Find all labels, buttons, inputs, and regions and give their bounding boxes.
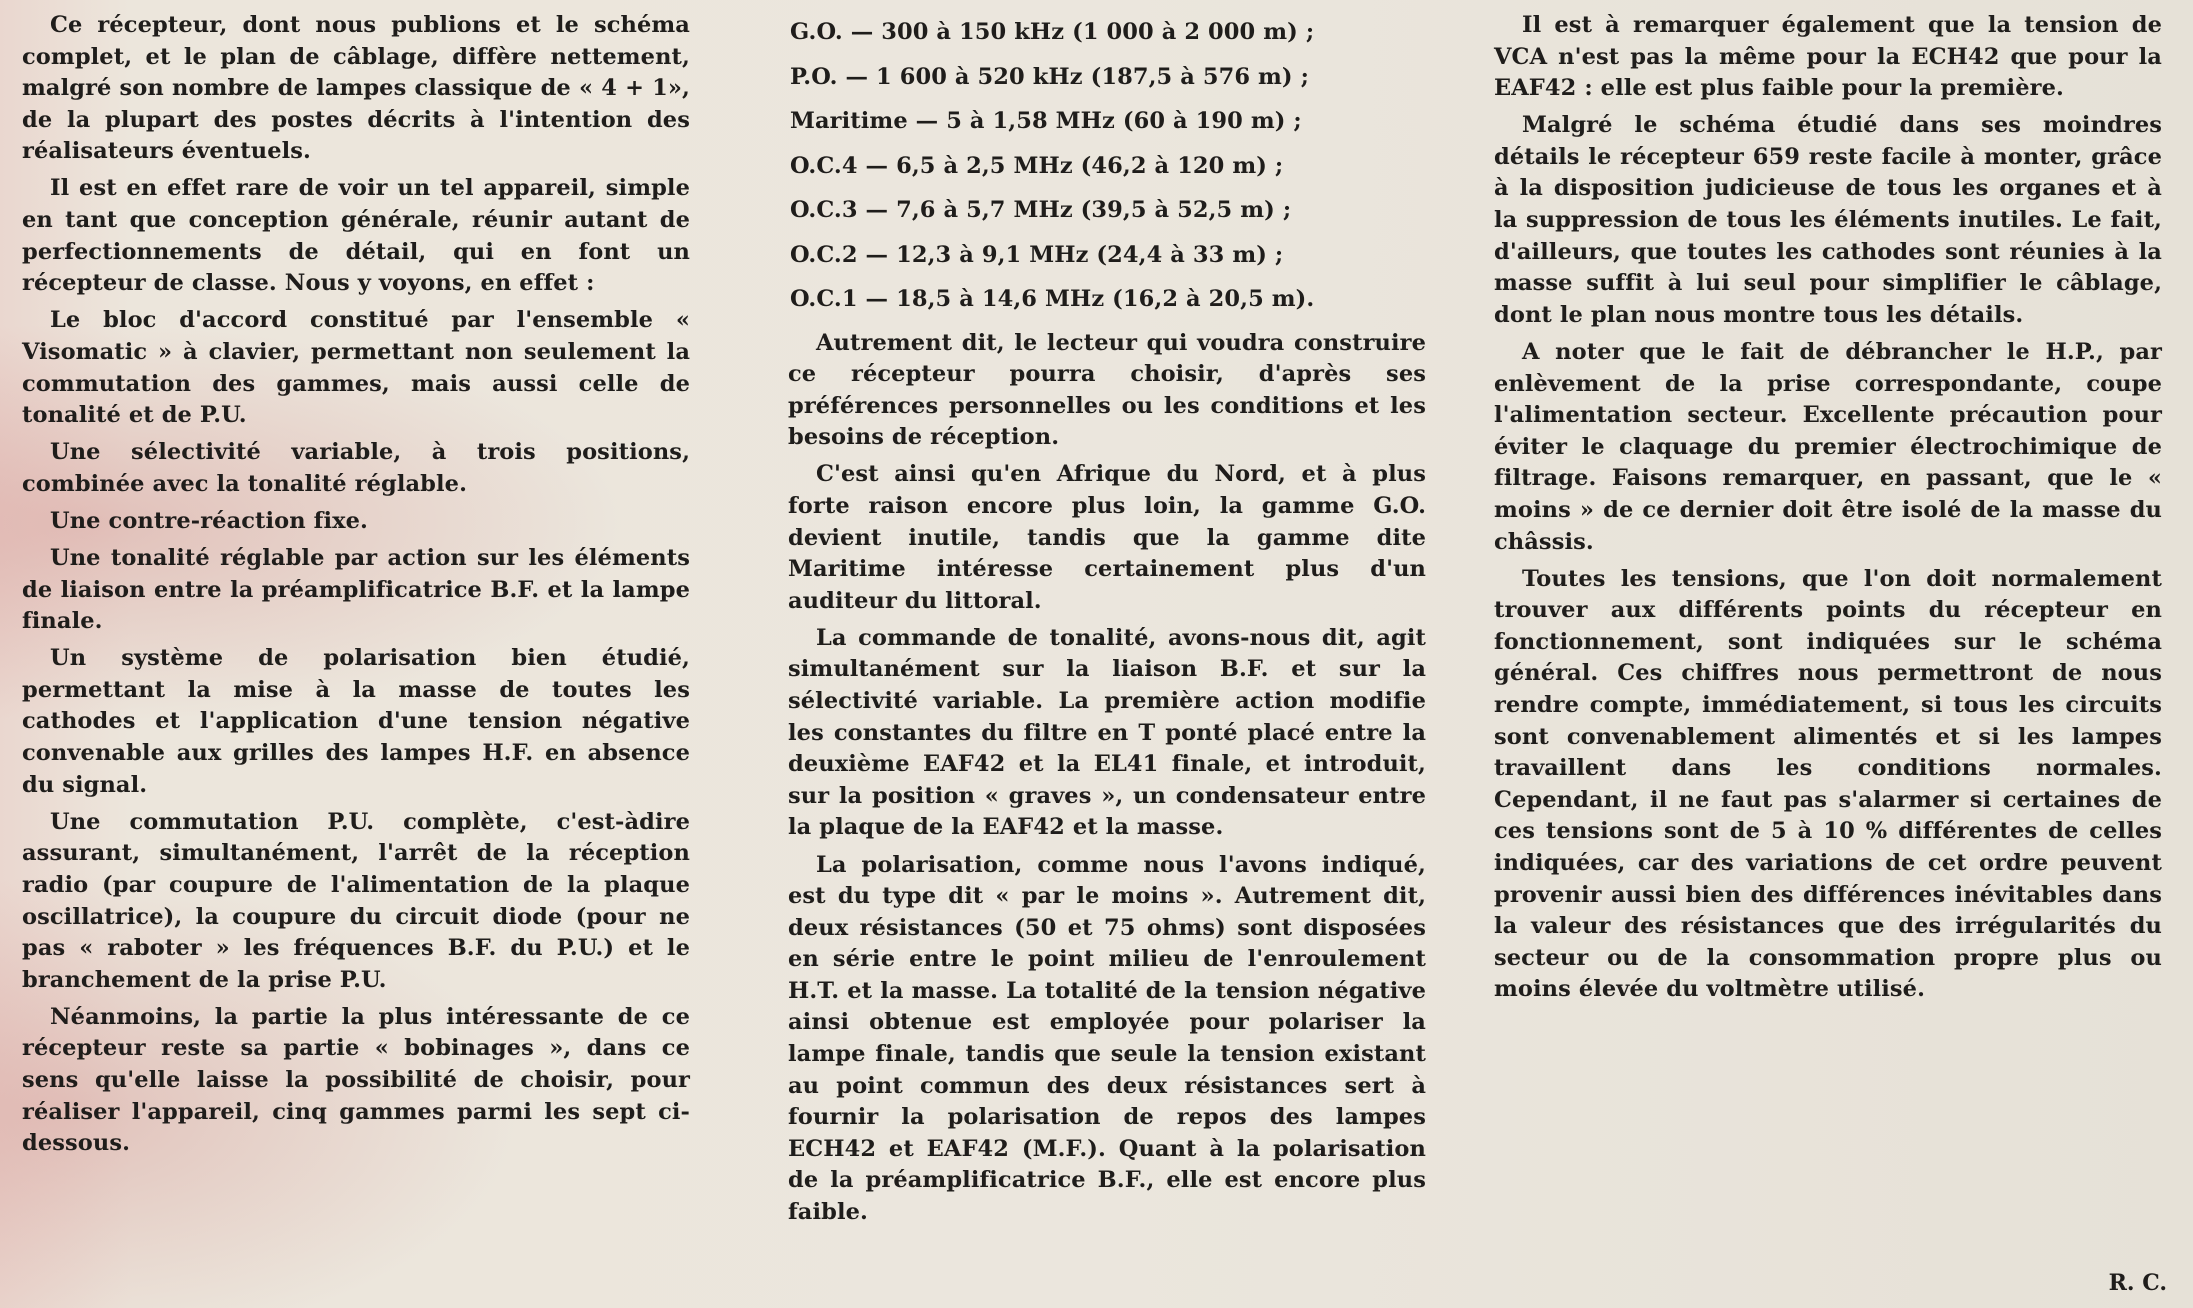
author-signature: R. C. (2108, 1270, 2167, 1296)
band-item: O.C.4 — 6,5 à 2,5 MHz (46,2 à 120 m) ; (790, 152, 1284, 179)
paragraph: Toutes les tensions, que l'on doit normalement trouver aux différents points du récepteur en fonctionnement, sont indiquées sur le schéma général. Ces chiffres nous permettront de nous rendre compte, immédiatement, si tous les circuits sont convenablement alimentés et si les lampes travaillent dans les conditions normales. Cependant, il ne faut pas s'alarmer si certaines de ces tensions sont de 5 à 10 % différentes de celles indiquées, car des variations de cet ordre peuvent provenir aussi bien des différences inévitables dans la valeur des résistances que des irrégularités du secteur ou de la consommation propre plus ou moins élevée du voltmètre utilisé. (1494, 565, 2162, 1003)
paragraph: La commande de tonalité, avons-nous dit, agit simultanément sur la liaison B.F. et sur la sélectivité variable. La première action modifie les constantes du filtre en T ponté placé entre la deuxième EAF42 et la EL41 finale, et introduit, sur la position « graves », un condensateur entre la plaque de la EAF42 et la masse. (788, 624, 1426, 841)
paragraph: Néanmoins, la partie la plus intéressante de ce récepteur reste sa partie « bobinages », dans ce sens qu'elle laisse la possibilité de choisir, pour réaliser l'appareil, cinq gammes parmi les sept ci-dessous. (22, 1003, 690, 1157)
band-item: G.O. — 300 à 150 kHz (1 000 à 2 000 m) ; (790, 19, 1315, 45)
frequency-band-list (788, 10, 1426, 322)
paragraph: A noter que le fait de débrancher le H.P., par enlèvement de la prise correspondante, coupe l'alimentation secteur. Excellente précaution pour éviter le claquage du premier électrochimique de filtrage. Faisons remarquer, en passant, que le « moins » de ce dernier doit être isolé de la masse du châssis. (1494, 338, 2162, 555)
band-item: Maritime — 5 à 1,58 MHz (60 à 190 m) ; (790, 108, 1302, 134)
paragraph: Il est en effet rare de voir un tel appareil, simple en tant que conception générale, réunir autant de perfectionnements de détail, qui en font un récepteur de classe. Nous y voyons, en effet : (22, 175, 690, 297)
paragraph: La polarisation, comme nous l'avons indiqué, est du type dit « par le moins ». Autrement dit, deux résistances (50 et 75 ohms) sont disposées en série entre le point milieu de l'enroulement H.T. et la masse. La totalité de la tension négative ainsi obtenue est employée pour polariser la lampe finale, tandis que seule la tension existant au point commun des deux résistances sert à fournir la polarisation de repos des lampes ECH42 et EAF42 (M.F.). Quant à la polarisation de la préamplificatrice B.F., elle est encore plus faible. (788, 851, 1426, 1226)
paragraph: Un système de polarisation bien étudié, permettant la mise à la masse de toutes les cathodes et l'application d'une tension négative convenable aux grilles des lampes H.F. en absence du signal. (22, 645, 690, 798)
article-column-3 (1494, 10, 2162, 1011)
paragraph: Malgré le schéma étudié dans ses moindres détails le récepteur 659 reste facile à monter, grâce à la disposition judicieuse de tous les organes et à la suppression de tous les éléments inutiles. Le fait, d'ailleurs, que toutes les cathodes sont réunies à la masse suffit à lui seul pour simplifier le câblage, dont le plan nous montre tous les détails. (1494, 112, 2162, 328)
paragraph: Une commutation P.U. complète, c'est-àdire assurant, simultanément, l'arrêt de la réception radio (par coupure de l'alimentation de la plaque oscillatrice), la coupure du circuit diode (pour ne pas « raboter » les fréquences B.F. du P.U.) et le branchement de la prise P.U. (22, 808, 690, 993)
band-item: O.C.1 — 18,5 à 14,6 MHz (16,2 à 20,5 m). (790, 286, 1315, 312)
paragraph: Une contre-réaction fixe. (50, 507, 368, 534)
paragraph: Il est à remarquer également que la tension de VCA n'est pas la même pour la ECH42 que pour la EAF42 : elle est plus faible pour la première. (1494, 12, 2162, 102)
paragraph: C'est ainsi qu'en Afrique du Nord, et à plus forte raison encore plus loin, la gamme G.O. devient inutile, tandis que la gamme dite Maritime intéresse certainement plus d'un auditeur du littoral. (788, 461, 1426, 614)
paragraph: Une sélectivité variable, à trois positions, combinée avec la tonalité réglable. (22, 439, 690, 497)
paragraph: Autrement dit, le lecteur qui voudra construire ce récepteur pourra choisir, d'après ses préférences personnelles ou les conditions et les besoins de réception. (788, 329, 1426, 451)
paragraph: Le bloc d'accord constitué par l'ensemble « Visomatic » à clavier, permettant non seulement la commutation des gammes, mais aussi celle de tonalité et de P.U. (22, 307, 690, 429)
band-item: O.C.3 — 7,6 à 5,7 MHz (39,5 à 52,5 m) ; (790, 197, 1292, 223)
article-column-2 (788, 10, 1426, 1234)
paragraph: Ce récepteur, dont nous publions et le schéma complet, et le plan de câblage, diffère nettement, malgré son nombre de lampes classique de « 4 + 1», de la plupart des postes décrits à l'intention des réalisateurs éventuels. (22, 12, 690, 165)
article-column-1 (22, 10, 690, 1165)
band-item: P.O. — 1 600 à 520 kHz (187,5 à 576 m) ; (790, 63, 1310, 90)
paragraph: Une tonalité réglable par action sur les éléments de liaison entre la préamplificatrice B.F. et la lampe finale. (22, 545, 690, 635)
band-item: O.C.2 — 12,3 à 9,1 MHz (24,4 à 33 m) ; (790, 241, 1284, 268)
